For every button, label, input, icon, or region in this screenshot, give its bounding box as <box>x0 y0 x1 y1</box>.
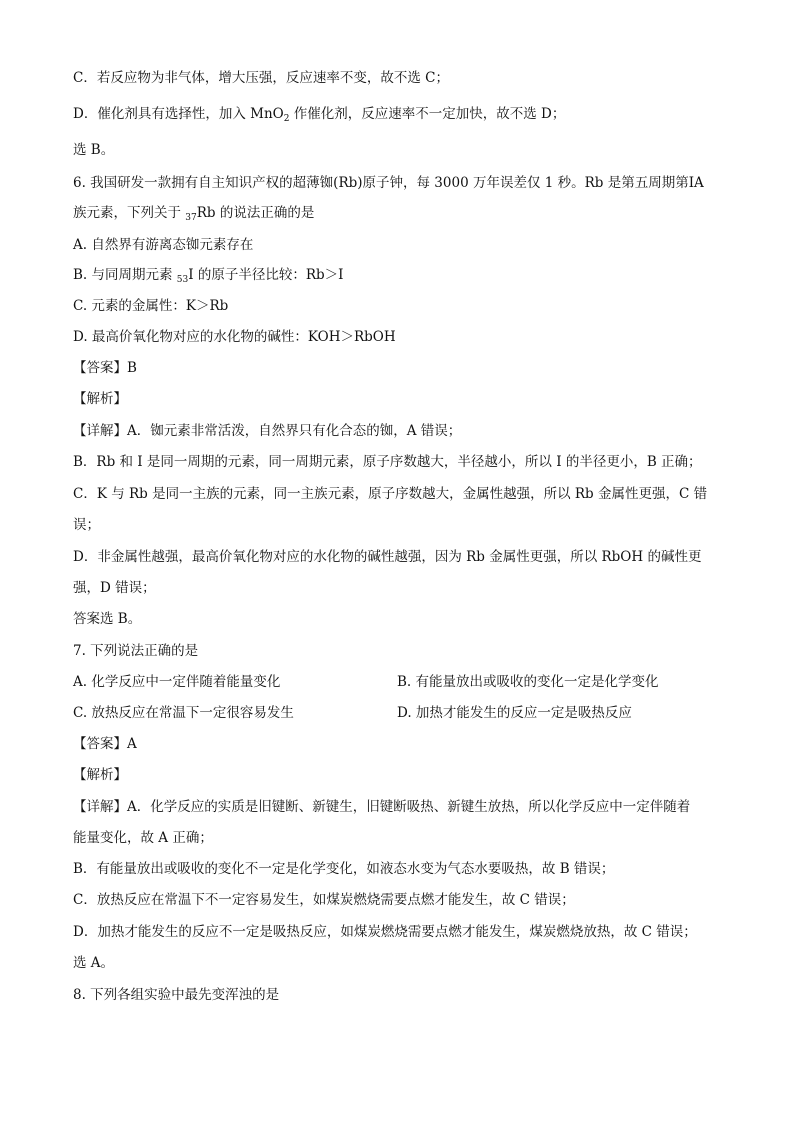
option-a: A. 自然界有游离态铷元素存在 <box>73 237 254 253</box>
detail-line: B．Rb 和 I 是同一周期的元素，同一周期元素，原子序数越大，半径越小，所以 I 的半径更小，B 正确； <box>73 454 702 470</box>
detail-line: C．K 与 Rb 是同一主族的元素，同一主族元素，原子序数越大，金属性越强，所以 Rb 金属性更强，C 错 <box>73 486 708 502</box>
detail-line: 【详解】A．铷元素非常活泼，自然界只有化合态的铷，A 错误； <box>73 423 462 439</box>
option-d: D. 最高价氧化物对应的水化物的碱性：KOH＞RbOH <box>73 329 396 345</box>
analysis-label: 【解析】 <box>73 767 127 783</box>
option-b: B. 有能量放出或吸收的变化一定是化学变化 <box>397 674 659 690</box>
question-7-stem: 7. 下列说法正确的是 <box>73 643 199 659</box>
detail-line: D．加热才能发生的反应不一定是吸热反应，如煤炭燃烧需要点燃才能发生，煤炭燃烧放热，故 C 错误； <box>73 924 697 940</box>
option-b: B. 与同周期元素 $_{53}$I 的原子半径比较：Rb＞I <box>73 267 344 285</box>
detail-line: D．非金属性越强，最高价氧化物对应的水化物的碱性越强，因为 Rb 金属性更强，所以 RbOH 的碱性更 <box>73 549 702 565</box>
option-c: C. 放热反应在常温下一定很容易发生 <box>73 705 294 721</box>
question-6-stem: 6. 我国研发一款拥有自主知识产权的超薄铷(Rb)原子钟，每 3000 万年误差仅 1 秒。Rb 是第五周期第ⅠA <box>73 175 704 191</box>
detail-line: 【详解】A．化学反应的实质是旧键断、新键生，旧键断吸热、新键生放热，所以化学反应中一定伴随着 <box>73 799 691 815</box>
detail-line: 强，D 错误； <box>73 580 156 596</box>
detail-line: 能量变化，故 A 正确； <box>73 830 213 846</box>
detail-line: C．放热反应在常温下不一定容易发生，如煤炭燃烧需要点燃才能发生，故 C 错误； <box>73 892 575 908</box>
answer-summary: 答案选 B。 <box>73 611 142 627</box>
text-line: D．催化剂具有选择性，加入 MnO$_2$ 作催化剂，反应速率不一定加快，故不选 D； <box>73 106 566 124</box>
option-a: A. 化学反应中一定伴随着能量变化 <box>73 674 281 690</box>
answer-summary: 选 A。 <box>73 955 115 971</box>
option-d: D. 加热才能发生的反应一定是吸热反应 <box>397 705 632 721</box>
text-line: C．若反应物为非气体，增大压强，反应速率不变，故不选 C； <box>73 70 449 86</box>
detail-line: B．有能量放出或吸收的变化不一定是化学变化，如液态水变为气态水要吸热，故 B 错误； <box>73 861 615 877</box>
detail-line: 误； <box>73 517 100 533</box>
answer-label: 【答案】A <box>73 736 137 752</box>
analysis-label: 【解析】 <box>73 391 127 407</box>
text-line: 选 B。 <box>73 142 115 158</box>
option-c: C. 元素的金属性：K＞Rb <box>73 298 229 314</box>
question-6-stem: 族元素，下列关于 $_{37}$Rb 的说法正确的是 <box>73 205 315 223</box>
question-8-stem: 8. 下列各组实验中最先变浑浊的是 <box>73 987 280 1003</box>
answer-label: 【答案】B <box>73 360 137 376</box>
